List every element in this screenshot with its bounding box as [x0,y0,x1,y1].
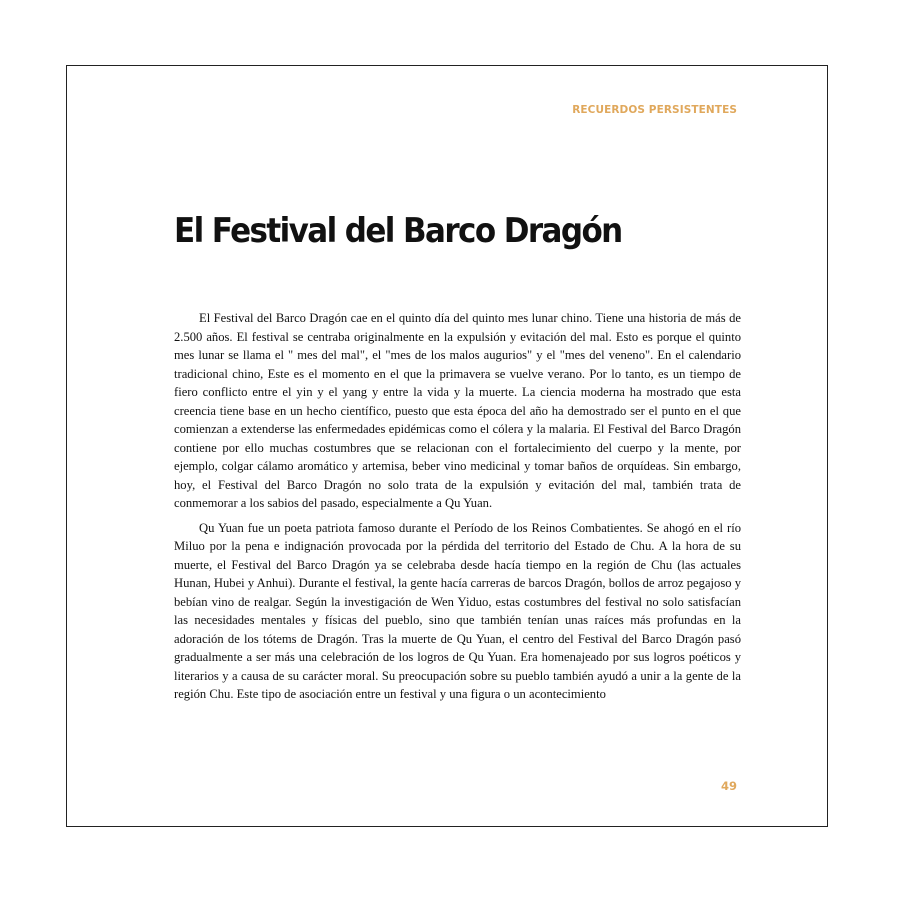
chapter-title: El Festival del Barco Dragón [174,212,622,251]
running-header: RECUERDOS PERSISTENTES [572,104,737,116]
paragraph: Qu Yuan fue un poeta patriota famoso durante el Período de los Reinos Combatientes. Se ahogó en el río Miluo por la pena e indignación provocada por la pérdida del territorio del Estado de Chu. A la hora de su muerte, el Festival del Barco Dragón ya se celebraba desde hacía tiempo en la región de Chu (las actuales Hunan, Hubei y Anhui). Durante el festival, la gente hacía carreras de barcos Dragón, bollos de arroz pegajoso y bebían vino de realgar. Según la investigación de Wen Yiduo, estas costumbres del festival no solo satisfacían las necesidades mentales y físicas del pueblo, sino que también tenían unas raíces más profundas en la adoración de los tótems de Dragón. Tras la muerte de Qu Yuan, el centro del Festival del Barco Dragón pasó gradualmente a ser más una celebración de los logros de Qu Yuan. Era homenajeado por sus logros poéticos y literarios y a causa de su carácter moral. Su preocupación sobre su pueblo también ayudó a unir a la gente de la región Chu. Este tipo de asociación entre un festival y una figura o un acontecimiento [174,520,741,701]
body-text [174,309,741,710]
paragraph: El Festival del Barco Dragón cae en el quinto día del quinto mes lunar chino. Tiene una historia de más de 2.500 años. El festival se centraba originalmente en la expulsión y evitación del mal. Esto es porque el quinto mes lunar se llama el " mes del mal", el "mes de los malos augurios" y el "mes del veneno". En el calendario tradicional chino, Este es el momento en el que la primavera se vuelve verano. Por lo tanto, es un tiempo de fiero conflicto entre el yin y el yang y entre la vida y la muerte. La ciencia moderna ha mostrado que esta creencia tiene base en un hecho científico, puesto que esta época del año ha demostrado ser el punto en el que comienzan a extenderse las enfermedades epidémicas como el cólera y la malaria. El Festival del Barco Dragón contiene por ello muchas costumbres que se relacionan con el fortalecimiento del cuerpo y la mente, por ejemplo, colgar cálamo aromático y artemisa, beber vino medicinal y tomar baños de orquídeas. Sin embargo, hoy, el Festival del Barco Dragón no solo trata de la expulsión y evitación del mal, también trata de conmemorar a los sabios del pasado, especialmente a Qu Yuan. [174,311,741,510]
page-number: 49 [720,779,737,793]
book-page [66,65,828,827]
